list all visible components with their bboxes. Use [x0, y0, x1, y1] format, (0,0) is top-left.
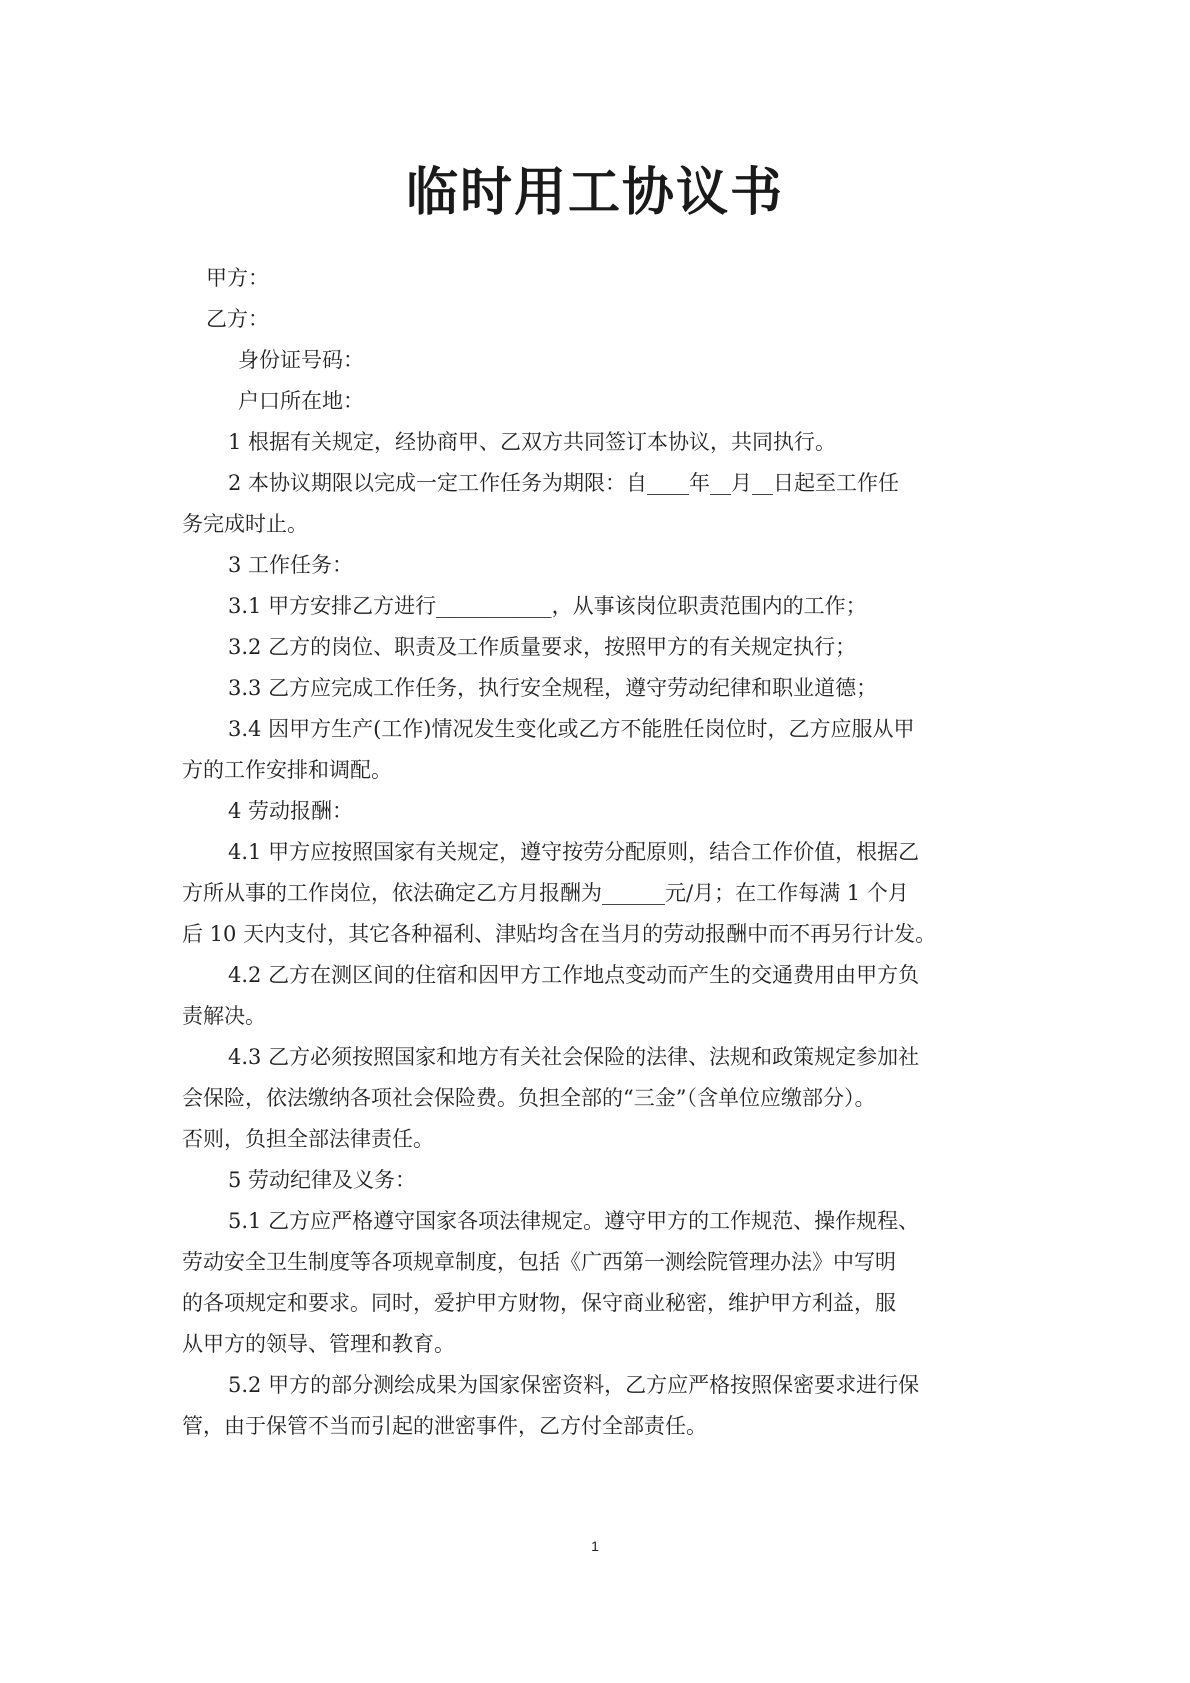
party-b-line: 乙方： — [206, 307, 269, 331]
clause-3-4: 3.4 因甲方生产(工作)情况发生变化或乙方不能胜任岗位时，乙方应服从甲 — [228, 717, 915, 741]
clause-4-1-continued-1: 方所从事的工作岗位，依法确定乙方月报酬为______元/月；在工作每满 1 个月 — [182, 881, 909, 905]
clause-5-1-continued-2: 的各项规定和要求。同时，爱护甲方财物，保守商业秘密，维护甲方利益，服 — [182, 1291, 896, 1315]
document-body — [182, 258, 1022, 1447]
clause-4-3-continued-2: 否则，负担全部法律责任。 — [182, 1127, 434, 1151]
section-5-heading: 5 劳动纪律及义务： — [228, 1168, 417, 1192]
clause-5-2-continued: 管，由于保管不当而引起的泄密事件，乙方付全部责任。 — [182, 1414, 707, 1438]
clause-1: 1 根据有关规定，经协商甲、乙双方共同签订本协议，共同执行。 — [228, 430, 837, 454]
section-4-heading: 4 劳动报酬： — [228, 799, 354, 823]
clause-5-1-continued-1: 劳动安全卫生制度等各项规章制度，包括《广西第一测绘院管理办法》中写明 — [182, 1250, 896, 1274]
clause-3-3: 3.3 乙方应完成工作任务，执行安全规程，遵守劳动纪律和职业道德； — [228, 676, 878, 700]
household-registration-line: 户口所在地： — [238, 389, 364, 413]
clause-5-2: 5.2 甲方的部分测绘成果为国家保密资料，乙方应严格按照保密要求进行保 — [228, 1373, 920, 1397]
id-number-line: 身份证号码： — [238, 348, 364, 372]
clause-4-3: 4.3 乙方必须按照国家和地方有关社会保险的法律、法规和政策规定参加社 — [228, 1045, 920, 1069]
clause-3-1: 3.1 甲方安排乙方进行___________，从事该岗位职责范围内的工作； — [228, 594, 867, 618]
clause-5-1-continued-3: 从甲方的领导、管理和教育。 — [182, 1332, 455, 1356]
clause-2-continued: 务完成时止。 — [182, 512, 308, 536]
clause-3-4-continued: 方的工作安排和调配。 — [182, 758, 392, 782]
party-a-line: 甲方： — [206, 266, 269, 290]
clause-3-2: 3.2 乙方的岗位、职责及工作质量要求，按照甲方的有关规定执行； — [228, 635, 857, 659]
clause-2: 2 本协议期限以完成一定工作任务为期限：自____年__月__日起至工作任 — [228, 471, 900, 495]
section-3-heading: 3 工作任务： — [228, 553, 354, 577]
clause-4-1-continued-2: 后 10 天内支付，其它各种福利、津贴均含在当月的劳动报酬中而不再另行计发。 — [182, 922, 937, 946]
clause-4-3-continued-1: 会保险，依法缴纳各项社会保险费。负担全部的“三金”（含单位应缴部分）。 — [182, 1086, 876, 1110]
clause-4-2: 4.2 乙方在测区间的住宿和因甲方工作地点变动而产生的交通费用由甲方负 — [228, 963, 920, 987]
clause-4-2-continued: 责解决。 — [182, 1004, 266, 1028]
page-number: 1 — [591, 1538, 599, 1554]
document-title: 临时用工协议书 — [405, 162, 784, 223]
clause-4-1: 4.1 甲方应按照国家有关规定，遵守按劳分配原则，结合工作价值，根据乙 — [228, 840, 920, 864]
clause-5-1: 5.1 乙方应严格遵守国家各项法律规定。遵守甲方的工作规范、操作规程、 — [228, 1209, 920, 1233]
